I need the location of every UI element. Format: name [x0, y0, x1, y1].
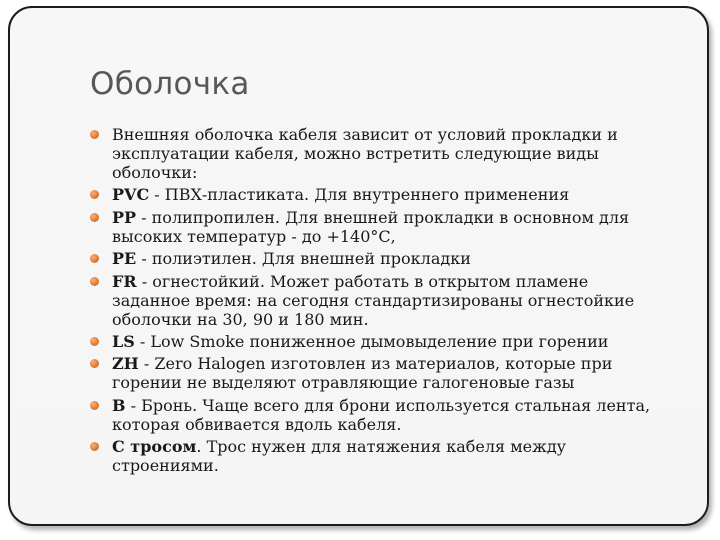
bullet-item: [90, 208, 670, 246]
bullet-icon: [90, 277, 99, 286]
bullet-icon: [90, 254, 99, 263]
bullet-item: [90, 185, 670, 204]
bullet-item: [90, 125, 670, 182]
bullet-icon: [90, 213, 99, 222]
bullet-term: ZH: [112, 354, 139, 374]
slide-frame: [8, 6, 709, 526]
bullet-item: [90, 396, 670, 434]
bullet-icon: [90, 190, 99, 199]
bullet-icon: [90, 359, 99, 368]
bullet-text: - полиэтилен. Для внешней прокладки: [136, 249, 471, 269]
bullet-term: С тросом: [112, 437, 197, 457]
bullet-term: PE: [112, 249, 137, 269]
bullet-term: B: [112, 395, 126, 415]
bullet-text: - полипропилен. Для внешней прокладки в основном для высоких температур - до +140°С,: [112, 207, 630, 246]
bullet-list: [90, 125, 670, 479]
bullet-icon: [90, 130, 99, 139]
bullet-text: - огнестойкий. Может работать в открытом пламене заданное время: на сегодня стандартизированы огнестойкие оболочки на 30, 90 и 180 мин.: [112, 271, 635, 329]
bullet-item: [90, 272, 670, 329]
bullet-item: [90, 354, 670, 392]
bullet-text: Внешняя оболочка кабеля зависит от условий прокладки и эксплуатации кабеля, можно встретить следующие виды оболочки:: [112, 125, 618, 182]
bullet-text: - Low Smoke пониженное дымовыделение при горении: [134, 331, 609, 351]
bullet-term: FR: [112, 271, 137, 291]
bullet-icon: [90, 337, 99, 346]
bullet-text: . Трос нужен для натяжения кабеля между строениями.: [112, 437, 567, 476]
bullet-icon: [90, 401, 99, 410]
bullet-item: [90, 249, 670, 268]
bullet-item: [90, 332, 670, 351]
bullet-term: LS: [112, 331, 135, 351]
bullet-text: - Бронь. Чаще всего для брони используется стальная лента, которая обвивается вдоль кабеля.: [112, 395, 651, 434]
bullet-text: - ПВХ-пластиката. Для внутреннего применения: [149, 185, 570, 205]
bullet-term: PVC: [112, 185, 150, 205]
bullet-text: - Zero Halogen изготовлен из материалов, которые при горении не выделяют отравляющие галогеновые газы: [112, 354, 613, 393]
bullet-icon: [90, 442, 99, 451]
bullet-term: PP: [112, 207, 137, 227]
slide-title: Оболочка: [90, 66, 250, 102]
bullet-item: [90, 437, 670, 475]
